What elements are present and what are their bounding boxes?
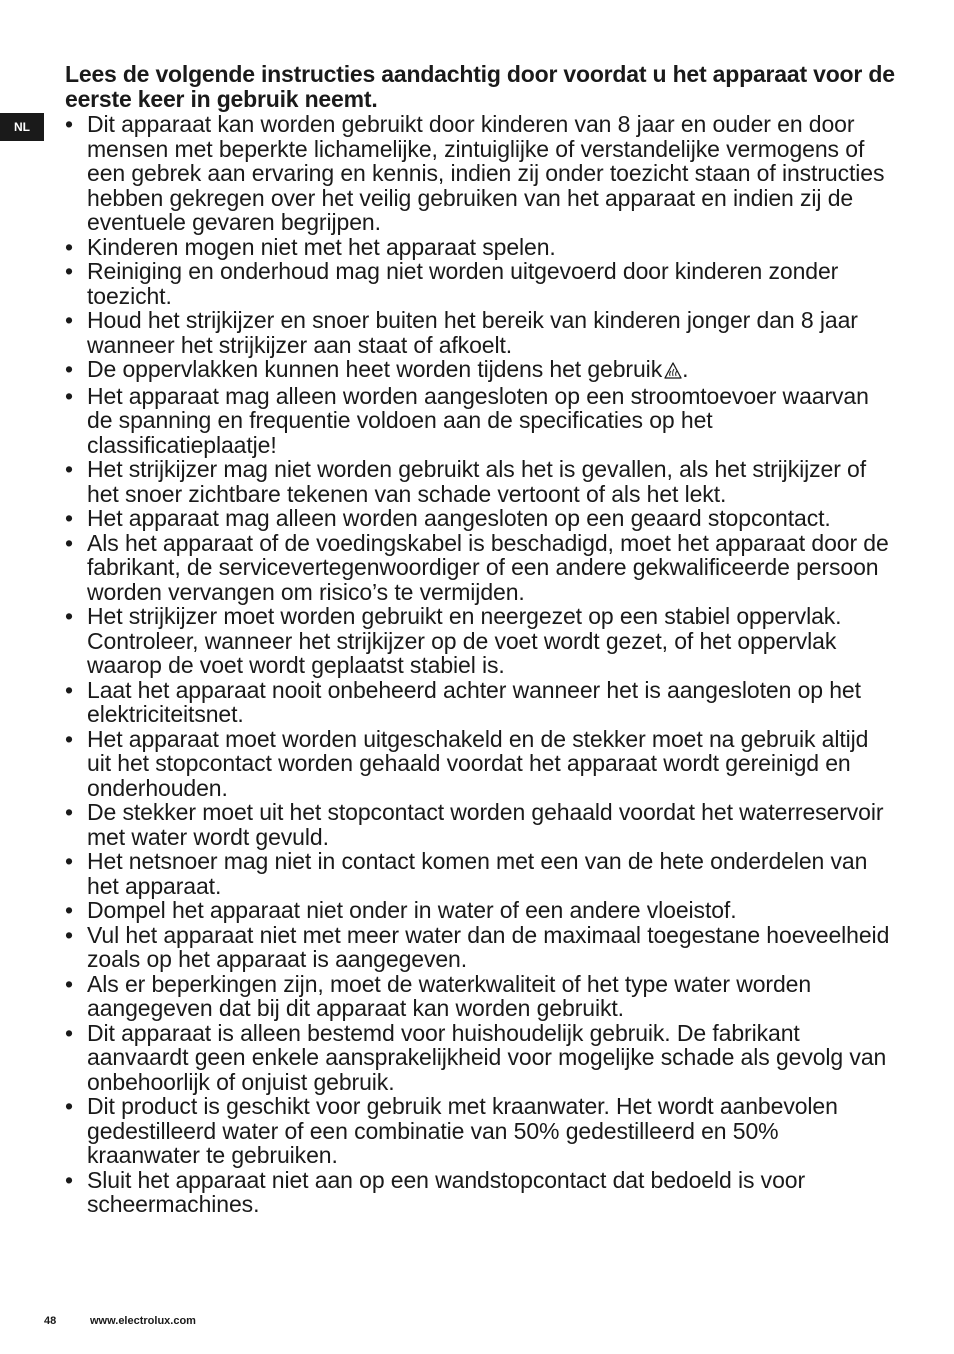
list-item-text: Vul het apparaat niet met meer water dan de maximaal toegestane hoeveelheid zoals op het apparaat is aangegeven. bbox=[87, 921, 890, 972]
bullet: • bbox=[65, 1093, 73, 1119]
list-item bbox=[65, 112, 895, 235]
bullet: • bbox=[65, 505, 73, 531]
language-tab-label: NL bbox=[14, 120, 30, 134]
bullet: • bbox=[65, 307, 73, 333]
list-item-text: Het netsnoer mag niet in contact komen met een van de hete onderdelen van het apparaat. bbox=[87, 848, 868, 899]
instruction-list bbox=[65, 112, 895, 1217]
list-item bbox=[65, 235, 895, 260]
bullet: • bbox=[65, 258, 73, 284]
bullet: • bbox=[65, 356, 73, 382]
list-item-text: Het strijkijzer moet worden gebruikt en neergezet op een stabiel oppervlak. Controleer, wanneer het strijkijzer op de voet wordt gezet, of het oppervlak waarop de voet wordt geplaatst stabiel is. bbox=[87, 603, 842, 678]
list-item-text: Het apparaat mag alleen worden aangesloten op een stroomtoevoer waarvan de spanning en frequentie voldoen aan de specificaties op het classificatieplaatje! bbox=[87, 382, 869, 458]
bullet: • bbox=[65, 233, 73, 260]
list-item-text: Laat het apparaat nooit onbeheerd achter wanneer het is aangesloten op het elektriciteitsnet. bbox=[87, 676, 861, 727]
language-tab bbox=[0, 113, 44, 141]
bullet: • bbox=[65, 1019, 73, 1046]
list-item-text: De oppervlakken kunnen heet worden tijdens het gebruik bbox=[87, 356, 663, 382]
list-item bbox=[65, 898, 895, 923]
bullet: • bbox=[65, 921, 73, 948]
list-item-text: Het strijkijzer mag niet worden gebruikt als het is gevallen, als het strijkijzer of het snoer zichtbare tekenen van schade vertoont of als het lekt. bbox=[87, 456, 867, 507]
hot-surface-period: . bbox=[682, 356, 689, 382]
list-item bbox=[65, 604, 895, 678]
bullet: • bbox=[65, 970, 73, 997]
list-item-text: De stekker moet uit het stopcontact worden gehaald voordat het waterreservoir met water wordt gevuld. bbox=[87, 799, 884, 850]
list-item bbox=[65, 1094, 895, 1168]
page-footer bbox=[44, 1315, 196, 1327]
bullet: • bbox=[65, 603, 73, 629]
list-item bbox=[65, 308, 895, 357]
list-item-text: Als het apparaat of de voedingskabel is beschadigd, moet het apparaat door de fabrikant, de servicevertegenwoordiger of een andere gekwalificeerde persoon worden vervangen om risico’s te vermijden. bbox=[87, 529, 889, 605]
list-item bbox=[65, 1021, 895, 1095]
bullet: • bbox=[65, 799, 73, 825]
list-item bbox=[65, 800, 895, 849]
list-item bbox=[65, 259, 895, 308]
page-number: 48 bbox=[44, 1315, 57, 1327]
list-item-text: Houd het strijkijzer en snoer buiten het bereik van kinderen jonger dan 8 jaar wanneer het strijkijzer aan staat of afkoelt. bbox=[87, 307, 858, 358]
bullet: • bbox=[65, 1166, 73, 1193]
list-item-text: Reiniging en onderhoud mag niet worden uitgevoerd door kinderen zonder toezicht. bbox=[87, 258, 839, 309]
list-item bbox=[65, 923, 895, 972]
bullet: • bbox=[65, 382, 73, 409]
bullet: • bbox=[65, 676, 73, 703]
list-item bbox=[65, 849, 895, 898]
list-item bbox=[65, 506, 895, 531]
list-item bbox=[65, 1168, 895, 1217]
list-item-text: Dit product is geschikt voor gebruik met kraanwater. Het wordt aanbevolen gedestilleerd water of een combinatie van 50% gedestilleerd en 50% kraanwater te gebruiken. bbox=[87, 1093, 838, 1168]
list-item-text: Kinderen mogen niet met het apparaat spelen. bbox=[87, 233, 556, 260]
bullet: • bbox=[65, 725, 73, 752]
footer-url: www.electrolux.com bbox=[90, 1315, 196, 1327]
list-item bbox=[65, 678, 895, 727]
list-item bbox=[65, 384, 895, 458]
page-heading: Lees de volgende instructies aandachtig door voordat u het apparaat voor de eerste keer in gebruik neemt. bbox=[65, 61, 895, 112]
list-item-text: Dit apparaat is alleen bestemd voor huishoudelijk gebruik. De fabrikant aanvaardt geen enkele aansprakelijkheid voor mogelijke schade als gevolg van onbehoorlijk of onjuist gebruik. bbox=[87, 1019, 887, 1095]
safety-instructions bbox=[65, 62, 895, 1217]
hot-surface-warning-icon bbox=[664, 359, 682, 384]
list-item bbox=[65, 457, 895, 506]
list-item-text: Dompel het apparaat niet onder in water of een andere vloeistof. bbox=[87, 897, 737, 923]
bullet: • bbox=[65, 456, 73, 482]
bullet: • bbox=[65, 897, 73, 923]
list-item-text: Het apparaat moet worden uitgeschakeld en de stekker moet na gebruik altijd uit het stopcontact worden gehaald voordat het apparaat wordt gereinigd en onderhouden. bbox=[87, 725, 869, 801]
list-item-text: Het apparaat mag alleen worden aangesloten op een geaard stopcontact. bbox=[87, 505, 831, 531]
list-item-text: Dit apparaat kan worden gebruikt door kinderen van 8 jaar en ouder en door mensen met beperkte lichamelijke, zintuiglijke of verstandelijke vermogens of een gebrek aan ervaring en kennis, indien zij onder toezicht staan of instructies hebben gekregen over het veilig gebruiken van het apparaat en indien zij de eventuele gevaren begrijpen. bbox=[87, 111, 885, 235]
list-item-text: Als er beperkingen zijn, moet de waterkwaliteit of het type water worden aangegeven dat bij dit apparaat kan worden gebruikt. bbox=[87, 970, 812, 1021]
list-item bbox=[65, 727, 895, 801]
bullet: • bbox=[65, 848, 73, 874]
bullet: • bbox=[65, 529, 73, 556]
bullet: • bbox=[65, 111, 73, 137]
list-item bbox=[65, 357, 895, 384]
list-item bbox=[65, 972, 895, 1021]
list-item-text: Sluit het apparaat niet aan op een wandstopcontact dat bedoeld is voor scheermachines. bbox=[87, 1166, 806, 1217]
list-item bbox=[65, 531, 895, 605]
